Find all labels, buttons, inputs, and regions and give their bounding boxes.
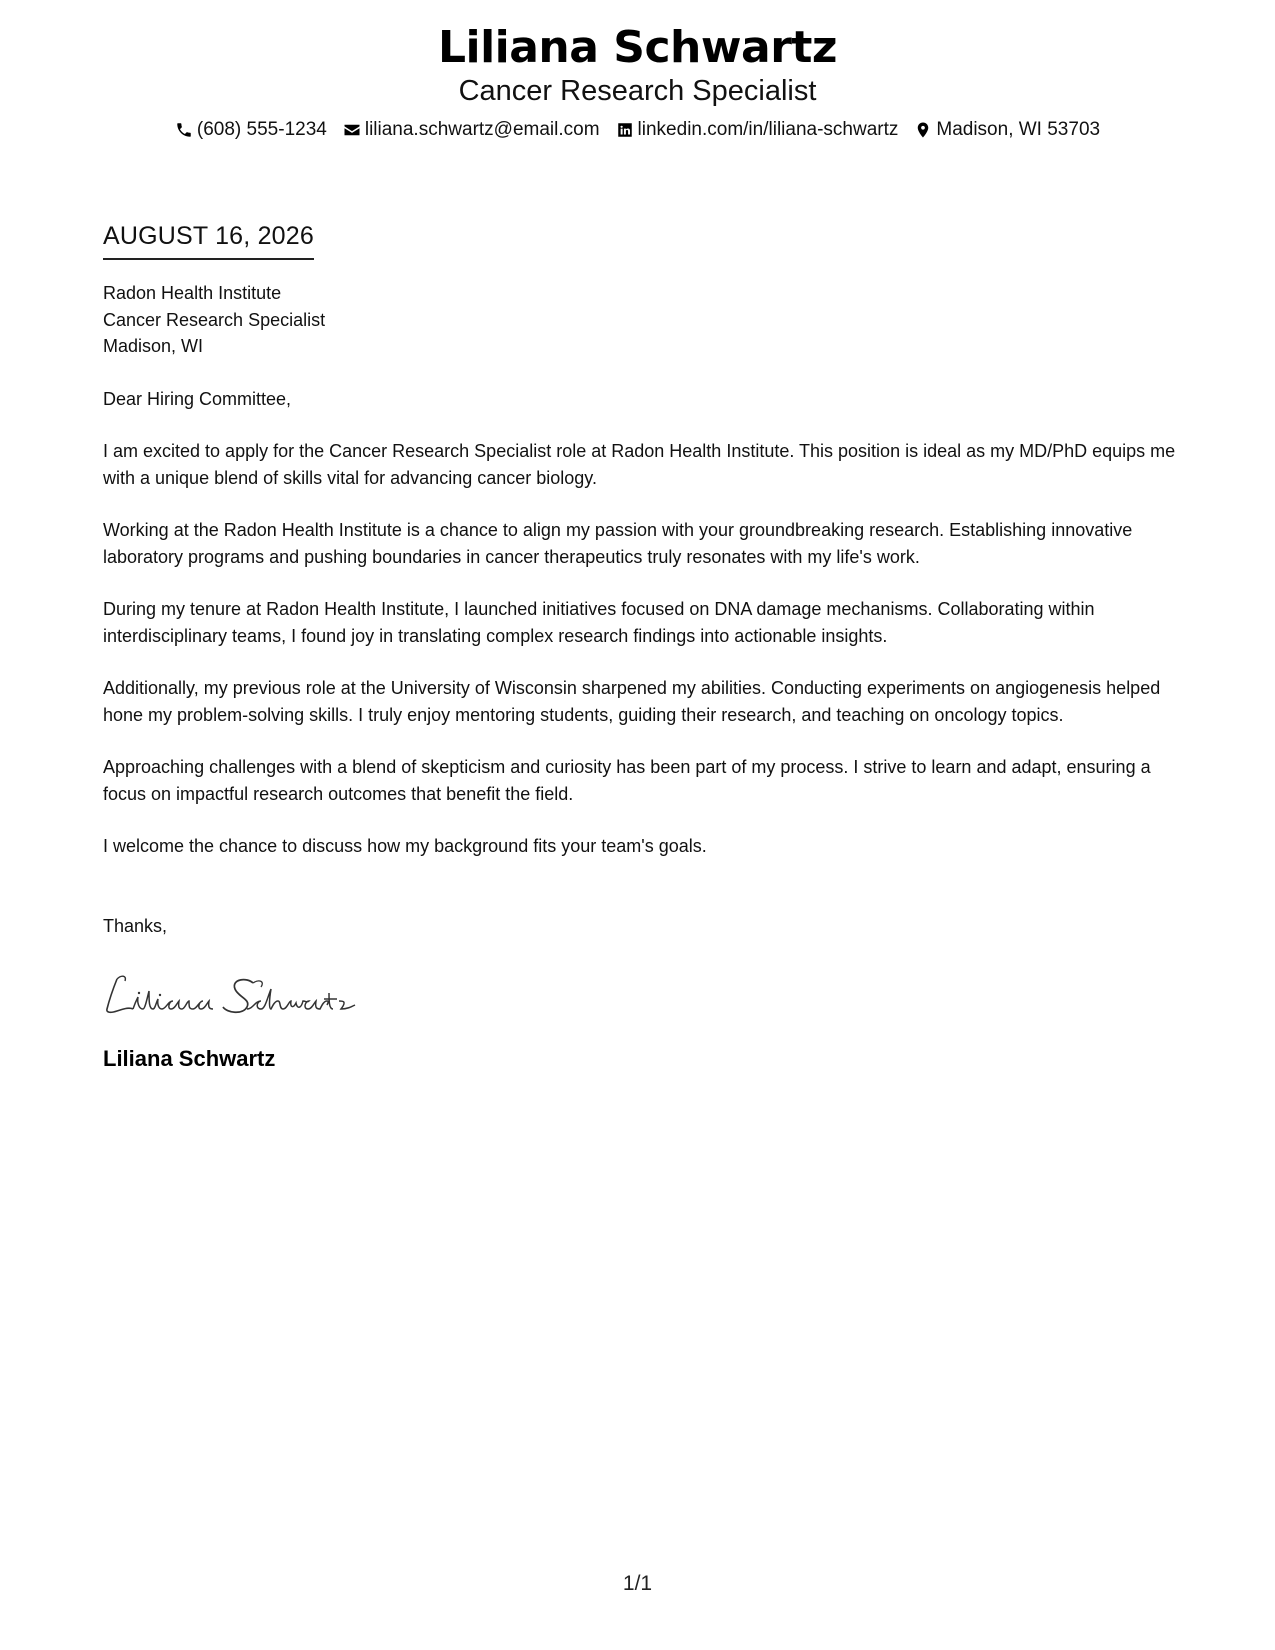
body-paragraph: Additionally, my previous role at the University of Wisconsin sharpened my abilities. Conducting experiments on angiogenesis helped hone my problem-solving skills. I truly enjoy mentoring students, guiding their research, and teaching on oncology topics. (103, 678, 1161, 725)
salutation: Dear Hiring Committee, (103, 388, 292, 409)
recipient-organization: Radon Health Institute (103, 283, 282, 303)
letter-body (103, 220, 1183, 1073)
contact-phone (175, 118, 327, 142)
contact-email[interactable] (343, 118, 600, 142)
recipient-location: Madison, WI (103, 336, 204, 356)
body-paragraph: During my tenure at Radon Health Institute, I launched initiatives focused on DNA damage mechanisms. Collaborating within interdisciplinary teams, I found joy in translating complex research findings into actionable insights. (103, 599, 1095, 646)
envelope-icon (343, 121, 361, 139)
contact-linkedin[interactable] (616, 118, 899, 142)
linkedin-icon (616, 121, 634, 139)
contact-location-text: Madison, WI 53703 (936, 119, 1101, 140)
contact-email-text[interactable]: liliana.schwartz@email.com (364, 119, 600, 140)
body-paragraph: Working at the Radon Health Institute is a chance to align my passion with your groundbreaking research. Establishing innovative laboratory programs and pushing boundaries in cancer therapeutics truly resonates with my life's work. (103, 520, 1133, 567)
recipient-block (103, 280, 1183, 360)
body-paragraph: I welcome the chance to discuss how my background fits your team's goals. (103, 836, 707, 856)
contact-bar (0, 118, 1275, 142)
applicant-title: Cancer Research Specialist (458, 75, 817, 107)
body-paragraph: Approaching challenges with a blend of skepticism and curiosity has been part of my process. I strive to learn and adapt, ensuring a focus on impactful research outcomes that benefit the field. (103, 757, 1151, 804)
handwritten-signature (103, 969, 1183, 1021)
signature-image (103, 969, 363, 1021)
phone-icon (175, 121, 193, 139)
letter-header (0, 0, 1275, 142)
contact-phone-text: (608) 555-1234 (196, 119, 327, 140)
contact-location (914, 118, 1100, 142)
map-pin-icon (914, 121, 932, 139)
applicant-name: Liliana Schwartz (437, 22, 838, 73)
signed-name: Liliana Schwartz (103, 1046, 276, 1071)
body-paragraph: I am excited to apply for the Cancer Research Specialist role at Radon Health Institute. This position is ideal as my MD/PhD equips me with a unique blend of skills vital for advancing cancer biology. (103, 441, 1176, 488)
recipient-position: Cancer Research Specialist (103, 309, 326, 330)
contact-linkedin-text[interactable]: linkedin.com/in/liliana-schwartz (637, 119, 899, 140)
page-indicator: 1/1 (622, 1572, 653, 1595)
letter-date: AUGUST 16, 2026 (103, 220, 314, 260)
closing: Thanks, (103, 915, 168, 936)
